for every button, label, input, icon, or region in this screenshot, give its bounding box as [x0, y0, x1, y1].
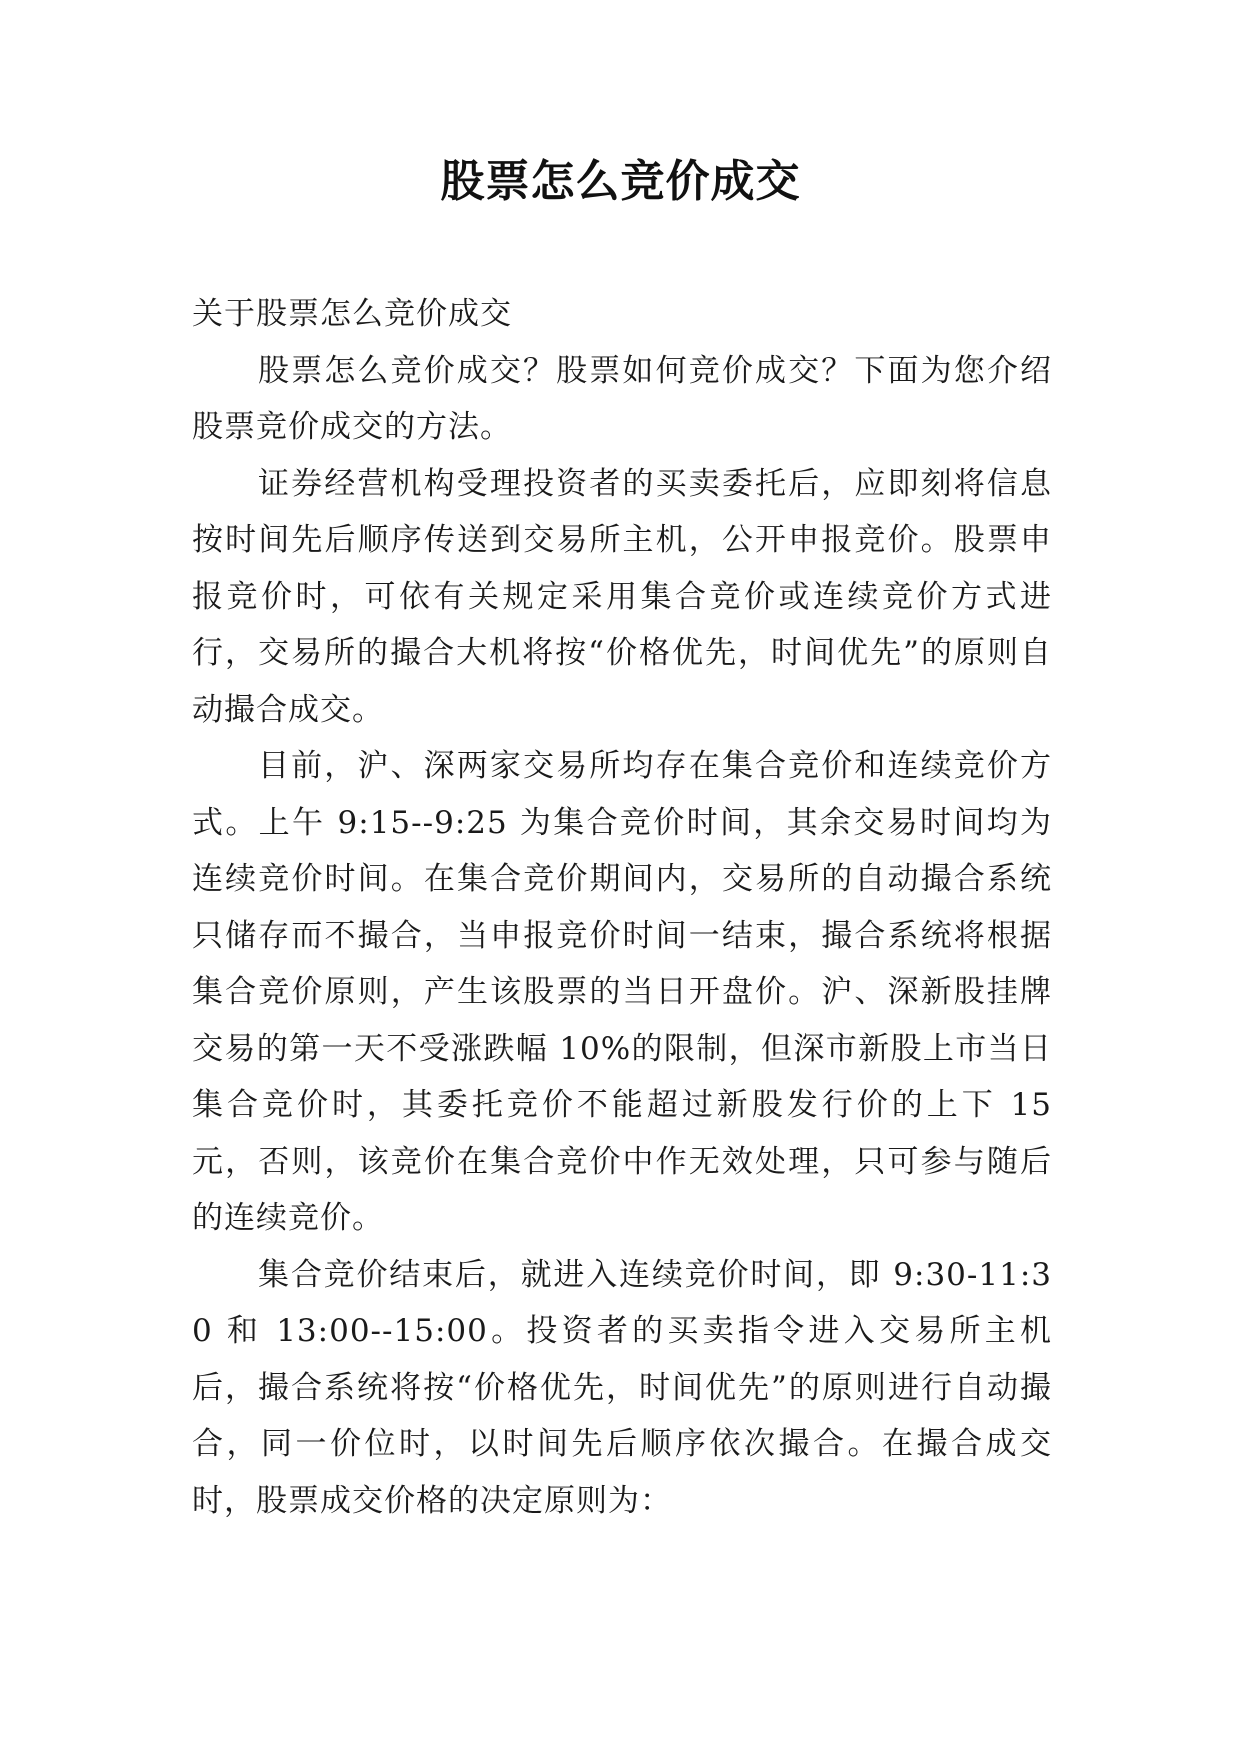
paragraph-bidding-process: 证券经营机构受理投资者的买卖委托后，应即刻将信息按时间先后顺序传送到交易所主机，公开申报竞价。股票申报竞价时，可依有关规定采用集合竞价或连续竞价方式进行，交易所的撮合大机将按“价格优先，时间优先”的原则自动撮合成交。	[192, 465, 1052, 728]
paragraph-call-auction: 目前，沪、深两家交易所均存在集合竞价和连续竞价方式。上午 9:15--9:25 为集合竞价时间，其余交易时间均为连续竞价时间。在集合竞价期间内，交易所的自动撮合系统只储存而不撮合，当申报竞价时间一结束，撮合系统将根据集合竞价原则，产生该股票的当日开盘价。沪、深新股挂牌交易的第一天不受涨跌幅 10%的限制，但深市新股上市当日集合竞价时，其委托竞价不能超过新股发行价的上下 15 元，否则，该竞价在集合竞价中作无效处理，只可参与随后的连续竞价。	[192, 748, 1052, 1236]
document-body	[192, 286, 1052, 1529]
paragraph-continuous-auction: 集合竞价结束后，就进入连续竞价时间，即 9:30-11:30 和 13:00--15:00。投资者的买卖指令进入交易所主机后，撮合系统将按“价格优先，时间优先”的原则进行自动撮合，同一价位时，以时间先后顺序依次撮合。在撮合成交时，股票成交价格的决定原则为：	[192, 1256, 1052, 1519]
document-subtitle: 关于股票怎么竞价成交	[192, 296, 512, 332]
page-title: 股票怎么竞价成交	[440, 156, 801, 207]
paragraph-intro: 股票怎么竞价成交？股票如何竞价成交？下面为您介绍股票竞价成交的方法。	[192, 352, 1052, 445]
